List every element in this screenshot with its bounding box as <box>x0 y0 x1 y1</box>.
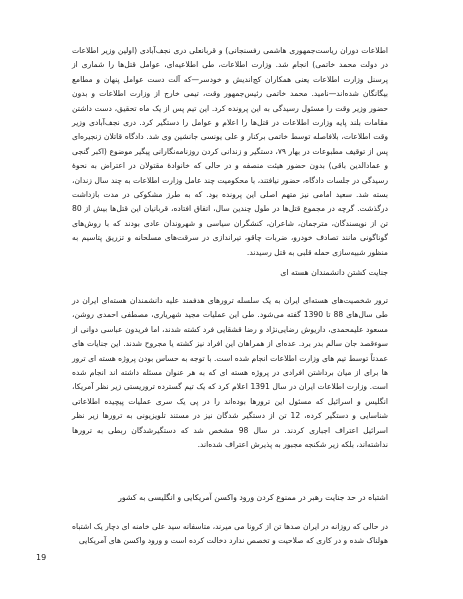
paragraph-serial-murders: اطلاعات دوران ریاست‌جمهوری هاشمی رفسنجانی) و قربانعلی دری نجف‌آبادی (اولین وزیر اطلاعات در دولت محمد خاتمی) انجام شد. وزارت اطلاعات، طی اطلاعیه‌ای، عوامل قتل‌ها را شماری از پرسنل وزارت اطلاعات یعنی همکاران کج‌اندیش و خودسر—که آلت دست عوامل پنهان و مطامع بیگانگان شده‌اند—نامید. محمد خاتمی رئیس‌جمهور وقت، تیمی خارج از وزارت اطلاعات و بدون حضور وزیر وقت را مسئول رسیدگی به این پرونده کرد. این تیم پس از یک ماه تحقیق، دست داشتن مقامات بلند پایه وزارت اطلاعات در قتل‌ها را اعلام و عوامل را دستگیر کرد. دری نجف‌آبادی وزیر وقت اطلاعات، بلافاصله توسط خاتمی برکنار و علی یونسی جانشین وی شد. دادگاه قاتلان زنجیره‌ای پس از توقیف مطبوعات در بهار ۷۹، دستگیر و زندانی کردن روزنامه‌نگارانی پیگیر موضوع (اکبر گنجی و عمادالدین باقی) بدون حضور هیئت منصفه و در حالی که خانوادهٔ مقتولان در اعتراض به نحوهٔ رسیدگی در جلسات دادگاه، حضور نیافتند، با محکومیت چند عامل وزارت اطلاعات به چند سال زندان، بسته شد. سعید امامی نیز متهم اصلی این پرونده بود. که به طرز مشکوکی در مدت بازداشت درگذشت. گرچه در مجموع قتل‌ها در طول چندین سال، اتفاق افتاده، قربانیان این قتل‌ها بیش از 80 تن از نویسندگان، مترجمان، شاعران، کنشگران سیاسی و شهروندان عادی بودند که با روش‌های گوناگونی مانند تصادف خودرو، ضربات چاقو، تیراندازی در سرقت‌های مسلحانه و تزریق پتاسیم به منظور شبیه‌سازی حمله قلبی به قتل رسیدند. <box>72 46 388 257</box>
paragraph-nuclear-scientists: ترور شخصیت‌های هسته‌ای ایران به یک سلسله ترورهای هدفمند علیه دانشمندان هسته‌ای ایران در طی سال‌های 88 تا 1390 گفته می‌شود. طی این عملیات مجید شهریاری، مصطفی احمدی روشن، مسعود علیمحمدی، داریوش رضایی‌نژاد و رضا قشقایی فرد کشته شدند، اما فریدون عباسی دوانی از سوءقصد جان سالم بدر برد. عده‌ای از همراهان این افراد نیز کشته یا مجروح شدند. این جنایات های عمدتاً توسط تیم های وزارت اطلاعات انجام شده است. با توجه به حساس بودن پروژه هسته ای ترور ها برای از میان برداشتن افرادی در پروژه هسته ای که به هر عنوان مسئله داشته اند انجام شده است. وزارت اطلاعات ایران در سال 1391 اعلام کرد که یک تیم گسترده تروریستی زیر نظر آمریکا، انگلیس و اسرائیل که مسئول این ترورها بوده‌اند را در پی یک سری عملیات پیچیده اطلاعاتی شناسایی و دستگیر کرده، 12 تن از دستگیر شدگان نیز در مستند تلویزیونی به ترورها زیر نظر اسرائیل اعتراف اجباری کردند. در سال 98 مشخص شد که دستگیرشدگان ربطی به ترورها نداشته‌اند، بلکه زیر شکنجه مجبور به پذیرش اعتراف شده‌اند. <box>72 296 389 450</box>
section-heading-nuclear-scientists: جنایت کشتن دانشمندان هسته ای <box>280 268 388 277</box>
section-heading-vaccine-ban: اشتباه در حد جنایت رهبر در ممنوع کردن ورود واکسن آمریکایی و انگلیسی به کشور <box>118 493 388 502</box>
page-number: 19 <box>36 553 47 562</box>
paragraph-vaccine-ban: در حالی که روزانه در ایران صدها تن از کرونا می میرند، متاسفانه سید علی خامنه ای دچار یک اشتباه هولناک شده و در کاری که صلاحیت و تخصص ندارد دخالت کرده است و ورود واکسن های آمریکایی <box>72 522 388 546</box>
